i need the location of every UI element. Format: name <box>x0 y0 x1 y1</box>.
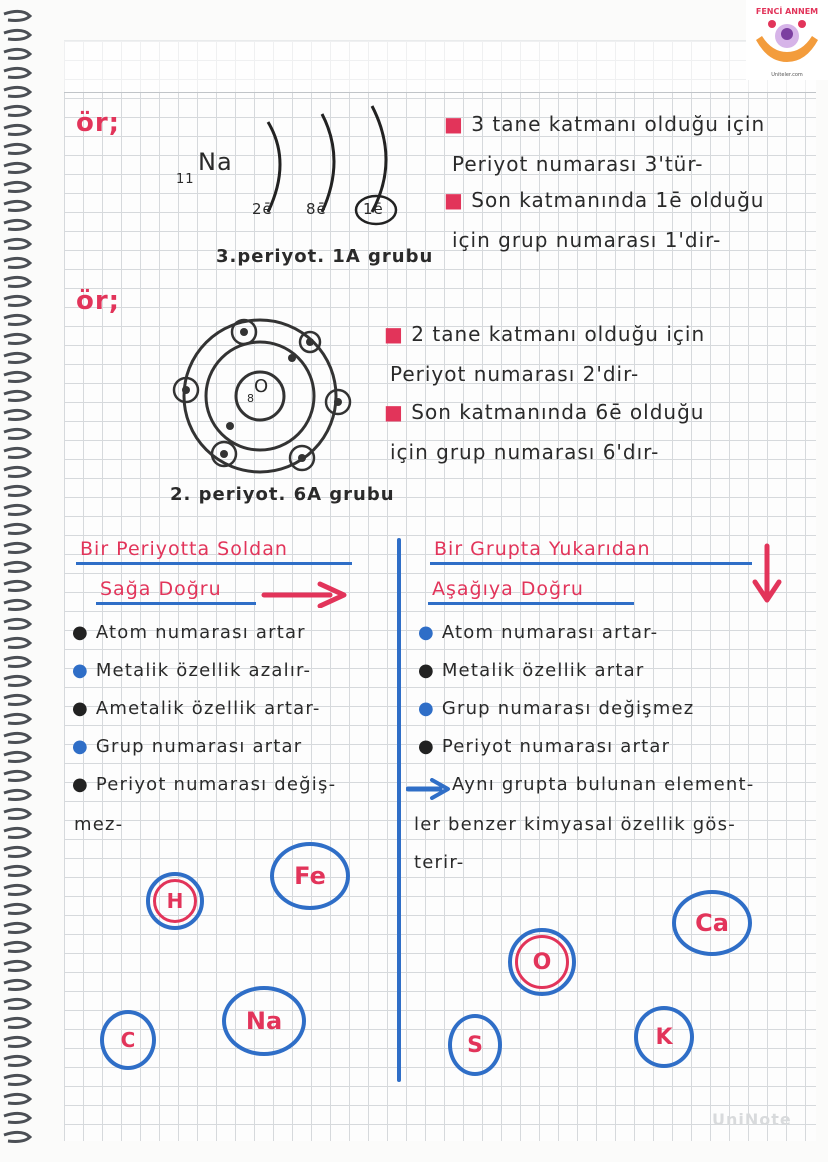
list-item: ● Metalik özellik artar <box>418 660 645 681</box>
brand-logo <box>746 0 828 80</box>
left-heading-line2: Sağa Doğru <box>100 578 222 600</box>
svg-text:FENCİ ANNEM: FENCİ ANNEM <box>755 7 819 16</box>
spiral-ring <box>4 11 30 20</box>
spiral-ring <box>4 182 30 191</box>
element-badge: C <box>100 1010 156 1070</box>
list-item: ● Atom numarası artar <box>72 622 306 643</box>
page-header-strip <box>64 40 816 93</box>
spiral-ring <box>4 68 30 77</box>
spiral-ring <box>4 315 30 324</box>
element-badge: Ca <box>672 890 752 956</box>
bohr-shells-diagram <box>250 100 410 230</box>
spiral-ring <box>4 239 30 248</box>
spiral-ring <box>4 87 30 96</box>
note-line: Periyot numarası 3'tür- <box>452 152 704 176</box>
arrow-note-line: Aynı grupta bulunan element- <box>452 774 755 795</box>
spiral-ring <box>4 467 30 476</box>
spiral-ring <box>4 790 30 799</box>
heading-underline <box>428 602 634 605</box>
bullet-dot-icon: ● <box>418 736 435 757</box>
spiral-ring <box>4 106 30 115</box>
note-line: için grup numarası 6'dır- <box>390 440 660 464</box>
svg-text:Uniteler.com: Uniteler.com <box>771 72 803 78</box>
spiral-ring <box>4 144 30 153</box>
spiral-ring <box>4 562 30 571</box>
spiral-ring <box>4 543 30 552</box>
spiral-ring <box>4 1037 30 1046</box>
element-badge: H <box>146 872 204 930</box>
atomic-number: 11 <box>176 172 195 187</box>
arrow-note-icon <box>406 778 452 800</box>
arrow-note-line: terir- <box>414 852 465 873</box>
bullet-dot-icon: ● <box>72 622 89 643</box>
spiral-ring <box>4 714 30 723</box>
spiral-ring <box>4 828 30 837</box>
spiral-ring <box>4 505 30 514</box>
shell-3-electrons: 1ē <box>363 200 384 218</box>
spiral-ring <box>4 752 30 761</box>
spiral-ring <box>4 163 30 172</box>
spiral-ring <box>4 999 30 1008</box>
spiral-ring <box>4 638 30 647</box>
spiral-ring <box>4 49 30 58</box>
spiral-ring <box>4 695 30 704</box>
element-badge: Na <box>222 986 306 1056</box>
spiral-ring <box>4 581 30 590</box>
spiral-ring <box>4 1075 30 1084</box>
spiral-ring <box>4 448 30 457</box>
down-arrow-icon <box>750 542 784 606</box>
spiral-ring <box>4 657 30 666</box>
spiral-ring <box>4 1113 30 1122</box>
bullet-square-icon: ■ <box>444 112 464 136</box>
spiral-ring <box>4 866 30 875</box>
bullet-dot-icon: ● <box>418 622 435 643</box>
list-continuation: mez- <box>74 814 124 835</box>
right-heading-line1: Bir Grupta Yukarıdan <box>434 538 651 560</box>
element-badge: O <box>508 928 576 996</box>
right-arrow-icon <box>260 580 350 608</box>
spiral-ring <box>4 923 30 932</box>
spiral-ring <box>4 334 30 343</box>
spiral-ring <box>4 410 30 419</box>
nucleus-number: 8 <box>247 392 255 405</box>
spiral-ring <box>4 885 30 894</box>
shell-2-electrons: 8ē <box>306 200 327 218</box>
bullet-dot-icon: ● <box>72 736 89 757</box>
spiral-ring <box>4 600 30 609</box>
note-line: Periyot numarası 2'dir- <box>390 362 640 386</box>
spiral-binding <box>0 0 40 1162</box>
note-line: ■ 2 tane katmanı olduğu için <box>384 322 706 346</box>
hands-logo-icon <box>746 0 828 80</box>
spiral-ring <box>4 429 30 438</box>
list-item: ● Periyot numarası değiş- <box>72 774 337 795</box>
heading-underline <box>76 562 352 565</box>
spiral-ring <box>4 125 30 134</box>
spiral-ring <box>4 220 30 229</box>
spiral-ring <box>4 619 30 628</box>
spiral-ring <box>4 980 30 989</box>
left-heading-line1: Bir Periyotta Soldan <box>80 538 288 560</box>
spiral-ring <box>4 1056 30 1065</box>
spiral-ring <box>4 486 30 495</box>
bullet-square-icon: ■ <box>444 188 464 212</box>
spiral-ring <box>4 676 30 685</box>
column-divider <box>397 538 401 1082</box>
list-item: ● Atom numarası artar- <box>418 622 659 643</box>
example-caption: 2. periyot. 6A grubu <box>170 484 395 505</box>
bullet-dot-icon: ● <box>418 698 435 719</box>
spiral-ring <box>4 733 30 742</box>
spiral-ring <box>4 1018 30 1027</box>
spiral-ring <box>4 524 30 533</box>
spiral-ring <box>4 904 30 913</box>
element-badge: S <box>448 1014 502 1076</box>
spiral-ring <box>4 353 30 362</box>
spiral-ring <box>4 30 30 39</box>
example-caption: 3.periyot. 1A grubu <box>216 246 434 267</box>
list-item: ● Grup numarası değişmez <box>418 698 695 719</box>
element-badge: K <box>634 1006 694 1068</box>
spiral-ring <box>4 847 30 856</box>
nucleus-symbol: O <box>254 376 270 397</box>
bullet-square-icon: ■ <box>384 322 404 346</box>
spiral-ring <box>4 277 30 286</box>
heading-underline <box>96 602 256 605</box>
watermark: UniNote <box>712 1110 792 1129</box>
spiral-ring <box>4 1132 30 1141</box>
note-line: ■ Son katmanında 1ē olduğu <box>444 188 765 212</box>
spiral-ring <box>4 961 30 970</box>
spiral-ring <box>4 372 30 381</box>
bullet-dot-icon: ● <box>72 660 89 681</box>
heading-underline <box>430 562 752 565</box>
spiral-ring <box>4 771 30 780</box>
spiral-ring <box>4 201 30 210</box>
spiral-ring <box>4 296 30 305</box>
right-heading-line2: Aşağıya Doğru <box>432 578 584 600</box>
example-label: ör; <box>76 108 121 138</box>
spiral-ring <box>4 391 30 400</box>
shell-1-electrons: 2ē <box>252 200 273 218</box>
note-line: için grup numarası 1'dir- <box>452 228 722 252</box>
bullet-dot-icon: ● <box>72 774 89 795</box>
bullet-dot-icon: ● <box>72 698 89 719</box>
note-line: ■ 3 tane katmanı olduğu için <box>444 112 766 136</box>
list-item: ● Periyot numarası artar <box>418 736 671 757</box>
bullet-square-icon: ■ <box>384 400 404 424</box>
spiral-ring <box>4 942 30 951</box>
spiral-ring <box>4 809 30 818</box>
example-label: ör; <box>76 286 121 316</box>
element-badge: Fe <box>270 842 350 910</box>
list-item: ● Grup numarası artar <box>72 736 303 757</box>
note-line: ■ Son katmanında 6ē olduğu <box>384 400 705 424</box>
spiral-ring <box>4 1094 30 1103</box>
list-item: ● Ametalik özellik artar- <box>72 698 321 719</box>
element-symbol: Na <box>198 148 233 176</box>
spiral-ring <box>4 258 30 267</box>
list-item: ● Metalik özellik azalır- <box>72 660 312 681</box>
bullet-dot-icon: ● <box>418 660 435 681</box>
arrow-note-line: ler benzer kimyasal özellik gös- <box>414 814 736 835</box>
